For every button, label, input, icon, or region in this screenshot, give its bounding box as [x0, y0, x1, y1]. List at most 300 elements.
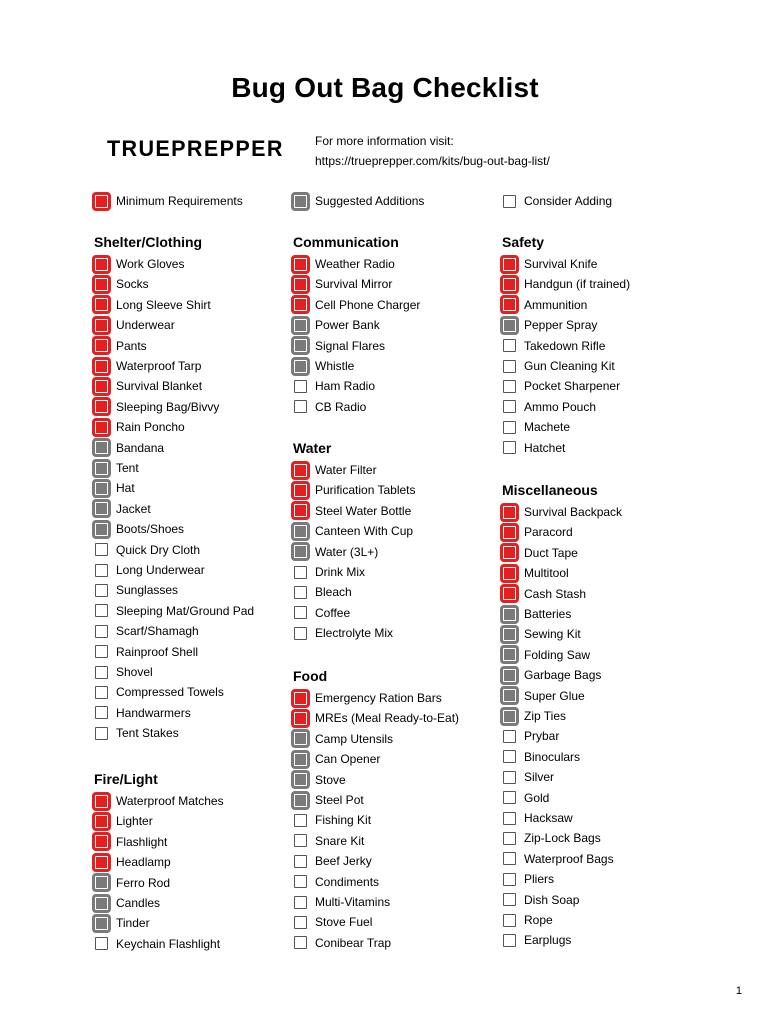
legend-item[interactable]: [95, 191, 243, 211]
item-label: Socks: [116, 277, 149, 292]
checkbox[interactable]: [95, 706, 108, 719]
item-label: Sunglasses: [116, 583, 179, 598]
checkbox[interactable]: [294, 545, 307, 558]
checkbox[interactable]: [503, 441, 516, 454]
item-label: Quick Dry Cloth: [116, 542, 201, 557]
checklist-item[interactable]: [503, 930, 571, 950]
checklist-item[interactable]: [294, 376, 375, 396]
item-label: Waterproof Tarp: [116, 359, 202, 373]
checkbox[interactable]: [95, 360, 108, 373]
checkbox[interactable]: [294, 875, 307, 888]
checkbox[interactable]: [294, 525, 307, 538]
item-label: Drink Mix: [315, 565, 365, 579]
legend-item[interactable]: [294, 191, 424, 211]
checkbox[interactable]: [95, 917, 108, 930]
checkbox[interactable]: [294, 896, 307, 909]
checkbox[interactable]: [503, 360, 516, 373]
checkbox[interactable]: [503, 771, 516, 784]
item-label: Waterproof Bags: [524, 851, 614, 866]
item-label: Folding Saw: [524, 647, 591, 662]
item-label: Electrolyte Mix: [315, 626, 394, 641]
item-label: Whistle: [315, 359, 355, 373]
checkbox[interactable]: [294, 360, 307, 373]
checklist-item[interactable]: [503, 910, 553, 930]
checkbox[interactable]: [294, 712, 307, 725]
checkbox[interactable]: [294, 794, 307, 807]
item-label: Keychain Flashlight: [116, 936, 221, 951]
item-label: Stove: [315, 772, 346, 787]
checklist-item[interactable]: [95, 478, 135, 498]
checklist-item[interactable]: [95, 852, 171, 872]
checklist-item[interactable]: [95, 913, 150, 933]
item-label: Flashlight: [116, 834, 168, 849]
checklist-item[interactable]: [503, 869, 554, 889]
checkbox[interactable]: [95, 937, 108, 950]
checklist-item[interactable]: [503, 254, 597, 274]
checklist-item[interactable]: [95, 295, 211, 315]
checklist-item[interactable]: [95, 397, 219, 417]
checklist-item[interactable]: [503, 706, 566, 726]
item-label: Fishing Kit: [315, 813, 372, 828]
item-label: Multi-Vitamins: [315, 895, 391, 909]
checklist-item[interactable]: [95, 791, 224, 811]
checklist-item[interactable]: [294, 933, 391, 953]
checkbox[interactable]: [503, 608, 516, 621]
checkbox[interactable]: [95, 441, 108, 454]
checkbox[interactable]: [294, 814, 307, 827]
checkbox[interactable]: [294, 834, 307, 847]
item-label: Zip-Lock Bags: [524, 831, 601, 846]
checklist-item[interactable]: [294, 542, 378, 562]
checkbox[interactable]: [294, 278, 307, 291]
brand-logo: TRUEPREPPER: [107, 136, 284, 161]
item-label: Pocket Sharpener: [524, 379, 621, 394]
section-heading: Safety: [502, 234, 545, 250]
checklist-item[interactable]: [294, 562, 365, 582]
checklist-item[interactable]: [503, 788, 549, 808]
item-label: Scarf/Shamagh: [116, 624, 199, 639]
item-label: Ammo Pouch: [524, 399, 597, 414]
item-label: Pepper Spray: [524, 318, 598, 333]
checklist-item[interactable]: [503, 645, 590, 665]
checklist-item[interactable]: [95, 601, 254, 621]
section-heading: Water: [293, 440, 332, 456]
checkbox[interactable]: [503, 669, 516, 682]
checklist-item[interactable]: [503, 604, 571, 624]
checklist-item[interactable]: [294, 831, 364, 851]
checkbox[interactable]: [294, 298, 307, 311]
checklist-item[interactable]: [294, 623, 393, 643]
checklist-item[interactable]: [294, 851, 372, 871]
checkbox[interactable]: [294, 627, 307, 640]
checklist-item[interactable]: [294, 397, 366, 417]
item-label: Steel Water Bottle: [315, 503, 412, 518]
checkbox[interactable]: [95, 421, 108, 434]
checklist-item[interactable]: [294, 688, 442, 708]
section-heading: Fire/Light: [94, 771, 158, 787]
item-label: Waterproof Matches: [116, 794, 224, 808]
item-label: Jacket: [116, 501, 151, 516]
item-label: Purification Tablets: [315, 483, 416, 498]
item-label: Gun Cleaning Kit: [524, 359, 615, 373]
checkbox[interactable]: [95, 727, 108, 740]
item-label: Compressed Towels: [116, 685, 224, 700]
section-heading: Food: [293, 668, 328, 684]
checkbox[interactable]: [95, 543, 108, 556]
checkbox[interactable]: [503, 873, 516, 886]
checklist-item[interactable]: [294, 315, 380, 335]
item-label: Duct Tape: [524, 545, 578, 560]
checklist-item[interactable]: [95, 274, 149, 294]
item-label: Bleach: [315, 585, 352, 600]
checklist-item[interactable]: [294, 521, 413, 541]
item-label: Ferro Rod: [116, 875, 171, 890]
info-url[interactable]: https://trueprepper.com/kits/bug-out-bag-list/: [315, 154, 550, 168]
checklist-item[interactable]: [294, 872, 379, 892]
item-label: Boots/Shoes: [116, 522, 185, 537]
checkbox[interactable]: [95, 400, 108, 413]
checkbox[interactable]: [294, 319, 307, 332]
checkbox[interactable]: [503, 791, 516, 804]
checkbox[interactable]: [95, 195, 108, 208]
item-label: Tent Stakes: [116, 726, 179, 741]
checkbox[interactable]: [503, 893, 516, 906]
checklist-item[interactable]: [95, 519, 184, 539]
checklist-item[interactable]: [95, 934, 220, 954]
checkbox[interactable]: [503, 421, 516, 434]
checkbox[interactable]: [503, 852, 516, 865]
item-label: Gold: [524, 790, 550, 805]
checklist-item[interactable]: [95, 336, 147, 356]
checklist-item[interactable]: [503, 890, 579, 910]
item-label: Water (3L+): [315, 544, 379, 559]
checkbox[interactable]: [294, 339, 307, 352]
checkbox[interactable]: [95, 795, 108, 808]
item-label: Earplugs: [524, 933, 572, 948]
item-label: Ammunition: [524, 297, 588, 312]
item-label: Survival Knife: [524, 257, 598, 271]
checklist-item[interactable]: [95, 356, 201, 376]
checklist-item[interactable]: [503, 543, 578, 563]
checklist-item[interactable]: [503, 356, 615, 376]
item-label: Steel Pot: [315, 793, 364, 807]
item-label: Coffee: [315, 605, 351, 620]
checklist-item[interactable]: [95, 540, 200, 560]
item-label: Hacksaw: [524, 811, 573, 825]
checklist-item[interactable]: [294, 810, 371, 830]
checkbox[interactable]: [95, 815, 108, 828]
item-label: Pliers: [524, 872, 555, 887]
item-label: Emergency Ration Bars: [315, 691, 442, 705]
item-label: Work Gloves: [116, 257, 185, 271]
checkbox[interactable]: [503, 750, 516, 763]
checklist-item[interactable]: [294, 295, 420, 315]
checklist-item[interactable]: [294, 749, 380, 769]
item-label: Zip Ties: [524, 709, 567, 723]
checkbox[interactable]: [503, 710, 516, 723]
checkbox[interactable]: [95, 482, 108, 495]
checkbox[interactable]: [95, 625, 108, 638]
item-label: Signal Flares: [315, 338, 386, 353]
item-label: Paracord: [524, 525, 573, 540]
legend-item[interactable]: [503, 191, 612, 211]
checkbox[interactable]: [95, 462, 108, 475]
checklist-item[interactable]: [95, 499, 151, 519]
checklist-item[interactable]: [503, 336, 605, 356]
checklist-item[interactable]: [294, 460, 377, 480]
checkbox[interactable]: [95, 645, 108, 658]
checkbox[interactable]: [294, 566, 307, 579]
checklist-item[interactable]: [503, 563, 569, 583]
section-heading: Miscellaneous: [502, 482, 598, 498]
item-label: Silver: [524, 770, 555, 785]
item-label: Prybar: [524, 729, 560, 744]
section-heading: Shelter/Clothing: [94, 234, 203, 250]
item-label: Handgun (if trained): [524, 277, 631, 292]
checklist-item[interactable]: [503, 747, 580, 767]
item-label: Handwarmers: [116, 705, 191, 720]
item-label: Rope: [524, 913, 553, 927]
page-title: Bug Out Bag Checklist: [231, 72, 539, 103]
checkbox[interactable]: [503, 934, 516, 947]
checklist-item[interactable]: [95, 662, 153, 682]
checkbox[interactable]: [503, 319, 516, 332]
checkbox[interactable]: [503, 730, 516, 743]
checkbox[interactable]: [294, 606, 307, 619]
item-label: Minimum Requirements: [116, 194, 243, 208]
item-label: Ham Radio: [315, 379, 376, 394]
item-label: Conibear Trap: [315, 935, 392, 950]
checklist-item[interactable]: [503, 274, 630, 294]
item-label: Camp Utensils: [315, 731, 394, 746]
checklist-item[interactable]: [503, 849, 614, 869]
item-label: Cash Stash: [524, 586, 587, 601]
checkbox[interactable]: [95, 258, 108, 271]
checklist-item[interactable]: [294, 356, 354, 376]
checkbox[interactable]: [95, 584, 108, 597]
item-label: Survival Backpack: [524, 505, 623, 519]
checklist-item[interactable]: [294, 480, 416, 500]
checkbox[interactable]: [294, 484, 307, 497]
checklist-item[interactable]: [294, 336, 385, 356]
checklist-item[interactable]: [503, 624, 581, 644]
checkbox[interactable]: [95, 298, 108, 311]
checklist-item[interactable]: [294, 790, 364, 810]
checkbox[interactable]: [503, 914, 516, 927]
checkbox[interactable]: [294, 753, 307, 766]
checkbox[interactable]: [95, 856, 108, 869]
item-label: Survival Mirror: [315, 277, 393, 292]
item-label: Suggested Additions: [315, 194, 425, 208]
checklist-item[interactable]: [294, 603, 350, 623]
item-label: Shovel: [116, 665, 153, 679]
checklist-item[interactable]: [294, 582, 352, 602]
checkbox[interactable]: [503, 567, 516, 580]
checkbox[interactable]: [503, 689, 516, 702]
checklist-item[interactable]: [503, 315, 597, 335]
checklist-item[interactable]: [294, 892, 390, 912]
checklist-item[interactable]: [503, 808, 573, 828]
section-heading: Communication: [293, 234, 399, 250]
checklist-item[interactable]: [95, 580, 178, 600]
checkbox[interactable]: [503, 812, 516, 825]
checkbox[interactable]: [95, 666, 108, 679]
item-label: Sleeping Mat/Ground Pad: [116, 603, 255, 618]
checkbox[interactable]: [95, 686, 108, 699]
item-label: Tent: [116, 461, 139, 475]
item-label: Lighter: [116, 814, 153, 829]
checkbox[interactable]: [503, 546, 516, 559]
item-label: Consider Adding: [524, 194, 613, 208]
item-label: Canteen With Cup: [315, 524, 414, 539]
item-label: Sewing Kit: [524, 627, 581, 642]
checkbox[interactable]: [95, 564, 108, 577]
checkbox[interactable]: [294, 732, 307, 745]
item-label: Tinder: [116, 916, 150, 931]
checkbox[interactable]: [503, 339, 516, 352]
item-label: Condiments: [315, 874, 380, 889]
item-label: Long Sleeve Shirt: [116, 297, 211, 312]
checklist-item[interactable]: [503, 726, 559, 746]
checklist-item[interactable]: [503, 522, 573, 542]
checkbox[interactable]: [95, 278, 108, 291]
checkbox[interactable]: [95, 876, 108, 889]
checklist-item[interactable]: [294, 770, 346, 790]
checklist-item[interactable]: [95, 811, 153, 831]
checkbox[interactable]: [294, 195, 307, 208]
checklist-item[interactable]: [294, 274, 392, 294]
checkbox[interactable]: [95, 523, 108, 536]
item-label: Hat: [116, 481, 135, 496]
item-label: Weather Radio: [315, 257, 395, 271]
checklist-item[interactable]: [95, 458, 139, 478]
checkbox[interactable]: [503, 526, 516, 539]
checklist-item[interactable]: [503, 502, 622, 522]
item-label: Machete: [524, 420, 571, 435]
item-label: Pants: [116, 338, 147, 353]
checkbox[interactable]: [503, 195, 516, 208]
checkbox[interactable]: [294, 504, 307, 517]
checkbox[interactable]: [503, 832, 516, 845]
checklist-item[interactable]: [503, 376, 620, 396]
checklist-item[interactable]: [503, 767, 554, 787]
checkbox[interactable]: [503, 380, 516, 393]
checklist-item[interactable]: [294, 708, 459, 728]
checklist-item[interactable]: [503, 295, 587, 315]
checkbox[interactable]: [503, 278, 516, 291]
checkbox[interactable]: [503, 298, 516, 311]
checklist-item[interactable]: [95, 621, 199, 641]
item-label: Survival Blanket: [116, 379, 203, 394]
checkbox[interactable]: [294, 916, 307, 929]
checklist-item[interactable]: [294, 912, 372, 932]
checkbox[interactable]: [95, 897, 108, 910]
item-label: Multitool: [524, 566, 569, 581]
checklist-item[interactable]: [503, 438, 565, 458]
checkbox[interactable]: [294, 464, 307, 477]
checklist-item[interactable]: [503, 828, 601, 848]
item-label: Headlamp: [116, 855, 171, 870]
checklist-item[interactable]: [95, 560, 205, 580]
checkbox[interactable]: [503, 258, 516, 271]
checkbox[interactable]: [95, 604, 108, 617]
checkbox[interactable]: [294, 586, 307, 599]
item-label: Underwear: [116, 318, 175, 333]
checkbox[interactable]: [95, 835, 108, 848]
item-label: Beef Jerky: [315, 854, 372, 869]
checklist-item[interactable]: [95, 254, 184, 274]
checkbox[interactable]: [294, 773, 307, 786]
item-label: Rainproof Shell: [116, 644, 199, 659]
checklist-item[interactable]: [503, 417, 570, 437]
item-label: Dish Soap: [524, 892, 580, 907]
checkbox[interactable]: [294, 936, 307, 949]
item-label: CB Radio: [315, 399, 367, 414]
page-number: 1: [735, 985, 742, 997]
checkbox[interactable]: [294, 855, 307, 868]
checkbox[interactable]: [95, 380, 108, 393]
item-label: Super Glue: [524, 688, 585, 703]
item-label: Garbage Bags: [524, 668, 602, 683]
checkbox[interactable]: [95, 339, 108, 352]
item-label: Cell Phone Charger: [315, 297, 421, 312]
item-label: Power Bank: [315, 318, 380, 333]
item-label: Stove Fuel: [315, 915, 373, 930]
checklist-item[interactable]: [503, 584, 586, 604]
item-label: Can Opener: [315, 752, 381, 767]
checklist-item[interactable]: [95, 682, 224, 702]
item-label: Binoculars: [524, 749, 581, 764]
checkbox[interactable]: [95, 502, 108, 515]
checklist-item[interactable]: [503, 397, 596, 417]
checkbox[interactable]: [503, 506, 516, 519]
checkbox[interactable]: [294, 692, 307, 705]
item-label: Long Underwear: [116, 563, 205, 577]
item-label: Water Filter: [315, 463, 377, 477]
checkbox[interactable]: [503, 400, 516, 413]
checkbox[interactable]: [503, 628, 516, 641]
checklist-item[interactable]: [95, 893, 160, 913]
checklist-item[interactable]: [294, 501, 411, 521]
item-label: Sleeping Bag/Bivvy: [116, 399, 220, 414]
checkbox[interactable]: [294, 400, 307, 413]
checklist-item[interactable]: [95, 723, 179, 743]
item-label: MREs (Meal Ready-to-Eat): [315, 711, 460, 726]
checkbox[interactable]: [503, 587, 516, 600]
item-label: Rain Poncho: [116, 420, 185, 435]
checklist-item[interactable]: [95, 703, 191, 723]
checklist-item[interactable]: [294, 729, 393, 749]
checklist-item[interactable]: [95, 642, 198, 662]
item-label: Hatchet: [524, 440, 566, 455]
checkbox[interactable]: [503, 648, 516, 661]
checklist-item[interactable]: [95, 438, 164, 458]
checklist-item[interactable]: [294, 254, 395, 274]
checkbox[interactable]: [294, 258, 307, 271]
checklist-item[interactable]: [95, 417, 185, 437]
info-label: For more information visit:: [315, 134, 454, 148]
checklist-item[interactable]: [95, 376, 202, 396]
checklist-item[interactable]: [95, 873, 170, 893]
checklist-item[interactable]: [95, 832, 167, 852]
checklist-item[interactable]: [503, 686, 585, 706]
checklist-item[interactable]: [95, 315, 175, 335]
checkbox[interactable]: [294, 380, 307, 393]
item-label: Bandana: [116, 440, 165, 455]
checklist-item[interactable]: [503, 665, 601, 685]
checkbox[interactable]: [95, 319, 108, 332]
item-label: Snare Kit: [315, 833, 365, 848]
